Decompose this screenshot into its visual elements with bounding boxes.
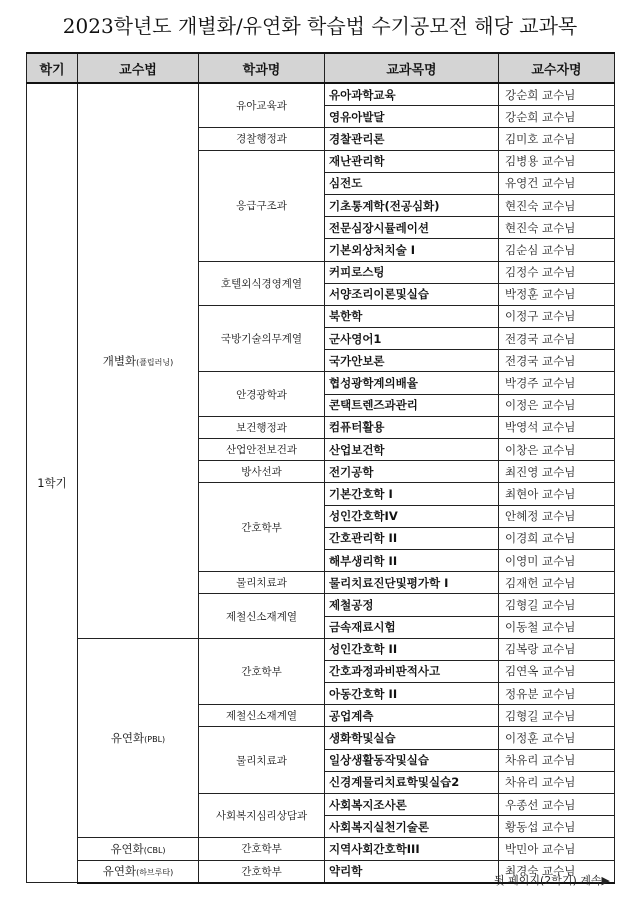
department-cell: 응급구조과 — [199, 150, 325, 261]
department-cell: 제철신소재계열 — [199, 705, 325, 727]
course-cell: 기본외상처치술 I — [325, 239, 499, 261]
course-cell: 신경계물리치료학및실습2 — [325, 771, 499, 793]
course-cell: 커피로스팅 — [325, 261, 499, 283]
course-cell: 물리치료진단및평가학 I — [325, 572, 499, 594]
course-cell: 서양조리이론및실습 — [325, 283, 499, 305]
professor-cell: 최경숙 교수님 — [499, 860, 615, 883]
professor-cell: 이동철 교수님 — [499, 616, 615, 638]
course-cell: 전문심장시뮬레이션 — [325, 217, 499, 239]
course-cell: 심전도 — [325, 172, 499, 194]
professor-cell: 우종선 교수님 — [499, 794, 615, 816]
department-cell: 간호학부 — [199, 483, 325, 572]
department-cell: 간호학부 — [199, 638, 325, 705]
professor-cell: 박경주 교수님 — [499, 372, 615, 394]
department-cell: 경찰행정과 — [199, 128, 325, 150]
method-sub: (플립러닝) — [136, 357, 174, 367]
table-row — [27, 638, 615, 660]
professor-cell: 강순희 교수님 — [499, 83, 615, 106]
course-cell: 제철공정 — [325, 594, 499, 616]
course-cell: 유아과학교육 — [325, 83, 499, 106]
department-cell: 사회복지심리상담과 — [199, 794, 325, 838]
department-cell: 간호학부 — [199, 838, 325, 860]
course-cell: 북한학 — [325, 305, 499, 327]
department-cell: 물리치료과 — [199, 727, 325, 794]
method-label: 유연화 — [110, 841, 144, 856]
course-cell: 생화학및실습 — [325, 727, 499, 749]
professor-cell: 전경국 교수님 — [499, 328, 615, 350]
method-cell — [78, 838, 199, 860]
header-department: 학과명 — [199, 53, 325, 83]
professor-cell: 최진영 교수님 — [499, 461, 615, 483]
method-cell — [78, 83, 199, 638]
professor-cell: 현진숙 교수님 — [499, 194, 615, 216]
course-cell: 컴퓨터활용 — [325, 416, 499, 438]
header-semester: 학기 — [27, 53, 78, 83]
professor-cell: 차유리 교수님 — [499, 771, 615, 793]
professor-cell: 김형길 교수님 — [499, 594, 615, 616]
page-title: 2023학년도 개별화/유연화 학습법 수기공모전 해당 교과목 — [62, 14, 578, 38]
course-cell: 약리학 — [325, 860, 499, 883]
course-cell: 협성광학계의배율 — [325, 372, 499, 394]
semester-cell: 1학기 — [27, 83, 78, 883]
professor-cell: 이창은 교수님 — [499, 439, 615, 461]
course-cell: 영유아발달 — [325, 106, 499, 128]
table-row — [27, 83, 615, 106]
professor-cell: 유영건 교수님 — [499, 172, 615, 194]
course-table — [26, 52, 615, 884]
professor-cell: 김형길 교수님 — [499, 705, 615, 727]
course-cell: 전기공학 — [325, 461, 499, 483]
department-cell: 호텔외식경영계열 — [199, 261, 325, 305]
method-cell — [78, 860, 199, 883]
method-sub: (PBL) — [144, 735, 166, 745]
course-cell: 사회복지실천기술론 — [325, 816, 499, 838]
method-sub: (CBL) — [143, 845, 166, 855]
department-cell: 보건행정과 — [199, 416, 325, 438]
method-cell — [78, 638, 199, 838]
professor-cell: 김연옥 교수님 — [499, 660, 615, 682]
course-cell: 공업계측 — [325, 705, 499, 727]
professor-cell: 김미호 교수님 — [499, 128, 615, 150]
header-professor: 교수자명 — [499, 53, 615, 83]
header-row — [27, 53, 615, 83]
course-cell: 지역사회간호학III — [325, 838, 499, 860]
department-cell: 제철신소재계열 — [199, 594, 325, 638]
course-cell: 군사영어1 — [325, 328, 499, 350]
professor-cell: 이정구 교수님 — [499, 305, 615, 327]
course-cell: 성인간호학 II — [325, 638, 499, 660]
course-cell: 사회복지조사론 — [325, 794, 499, 816]
professor-cell: 차유리 교수님 — [499, 749, 615, 771]
department-cell: 유아교육과 — [199, 83, 325, 128]
course-cell: 기초통계학(전공심화) — [325, 194, 499, 216]
professor-cell: 최현아 교수님 — [499, 483, 615, 505]
course-cell: 금속재료시험 — [325, 616, 499, 638]
department-cell: 안경광학과 — [199, 372, 325, 416]
professor-cell: 박민아 교수님 — [499, 838, 615, 860]
course-cell: 일상생활동작및실습 — [325, 749, 499, 771]
professor-cell: 현진숙 교수님 — [499, 217, 615, 239]
course-cell: 간호과정과비판적사고 — [325, 660, 499, 682]
course-cell: 성인간호학IV — [325, 505, 499, 527]
professor-cell: 전경국 교수님 — [499, 350, 615, 372]
professor-cell: 정유분 교수님 — [499, 683, 615, 705]
course-cell: 국가안보론 — [325, 350, 499, 372]
department-cell: 간호학부 — [199, 860, 325, 883]
course-cell: 해부생리학 II — [325, 549, 499, 571]
method-label: 유연화 — [110, 731, 145, 746]
department-cell: 산업안전보건과 — [199, 439, 325, 461]
professor-cell: 김재헌 교수님 — [499, 572, 615, 594]
method-sub: (하브루타) — [136, 868, 174, 878]
professor-cell: 김복랑 교수님 — [499, 638, 615, 660]
table-row — [27, 838, 615, 860]
professor-cell: 이영미 교수님 — [499, 549, 615, 571]
professor-cell: 이경희 교수님 — [499, 527, 615, 549]
department-cell: 방사선과 — [199, 461, 325, 483]
method-label: 유연화 — [102, 864, 137, 879]
course-cell: 아동간호학 II — [325, 683, 499, 705]
course-cell: 산업보건학 — [325, 439, 499, 461]
header-course: 교과목명 — [325, 53, 499, 83]
professor-cell: 김순심 교수님 — [499, 239, 615, 261]
professor-cell: 황동섭 교수님 — [499, 816, 615, 838]
course-cell: 콘택트렌즈과관리 — [325, 394, 499, 416]
professor-cell: 강순희 교수님 — [499, 106, 615, 128]
professor-cell: 김병용 교수님 — [499, 150, 615, 172]
professor-cell: 박정훈 교수님 — [499, 283, 615, 305]
course-cell: 기본간호학 I — [325, 483, 499, 505]
professor-cell: 이정훈 교수님 — [499, 727, 615, 749]
course-cell: 재난관리학 — [325, 150, 499, 172]
course-cell: 경찰관리론 — [325, 128, 499, 150]
professor-cell: 박영석 교수님 — [499, 416, 615, 438]
professor-cell: 이정은 교수님 — [499, 394, 615, 416]
header-method: 교수법 — [78, 53, 199, 83]
method-label: 개별화 — [102, 353, 137, 368]
department-cell: 물리치료과 — [199, 572, 325, 594]
professor-cell: 김정수 교수님 — [499, 261, 615, 283]
continue-note: 뒷 페이지(2학기) 계속▶ — [493, 874, 610, 887]
professor-cell: 안혜정 교수님 — [499, 505, 615, 527]
course-cell: 간호관리학 II — [325, 527, 499, 549]
department-cell: 국방기술의무계열 — [199, 305, 325, 372]
